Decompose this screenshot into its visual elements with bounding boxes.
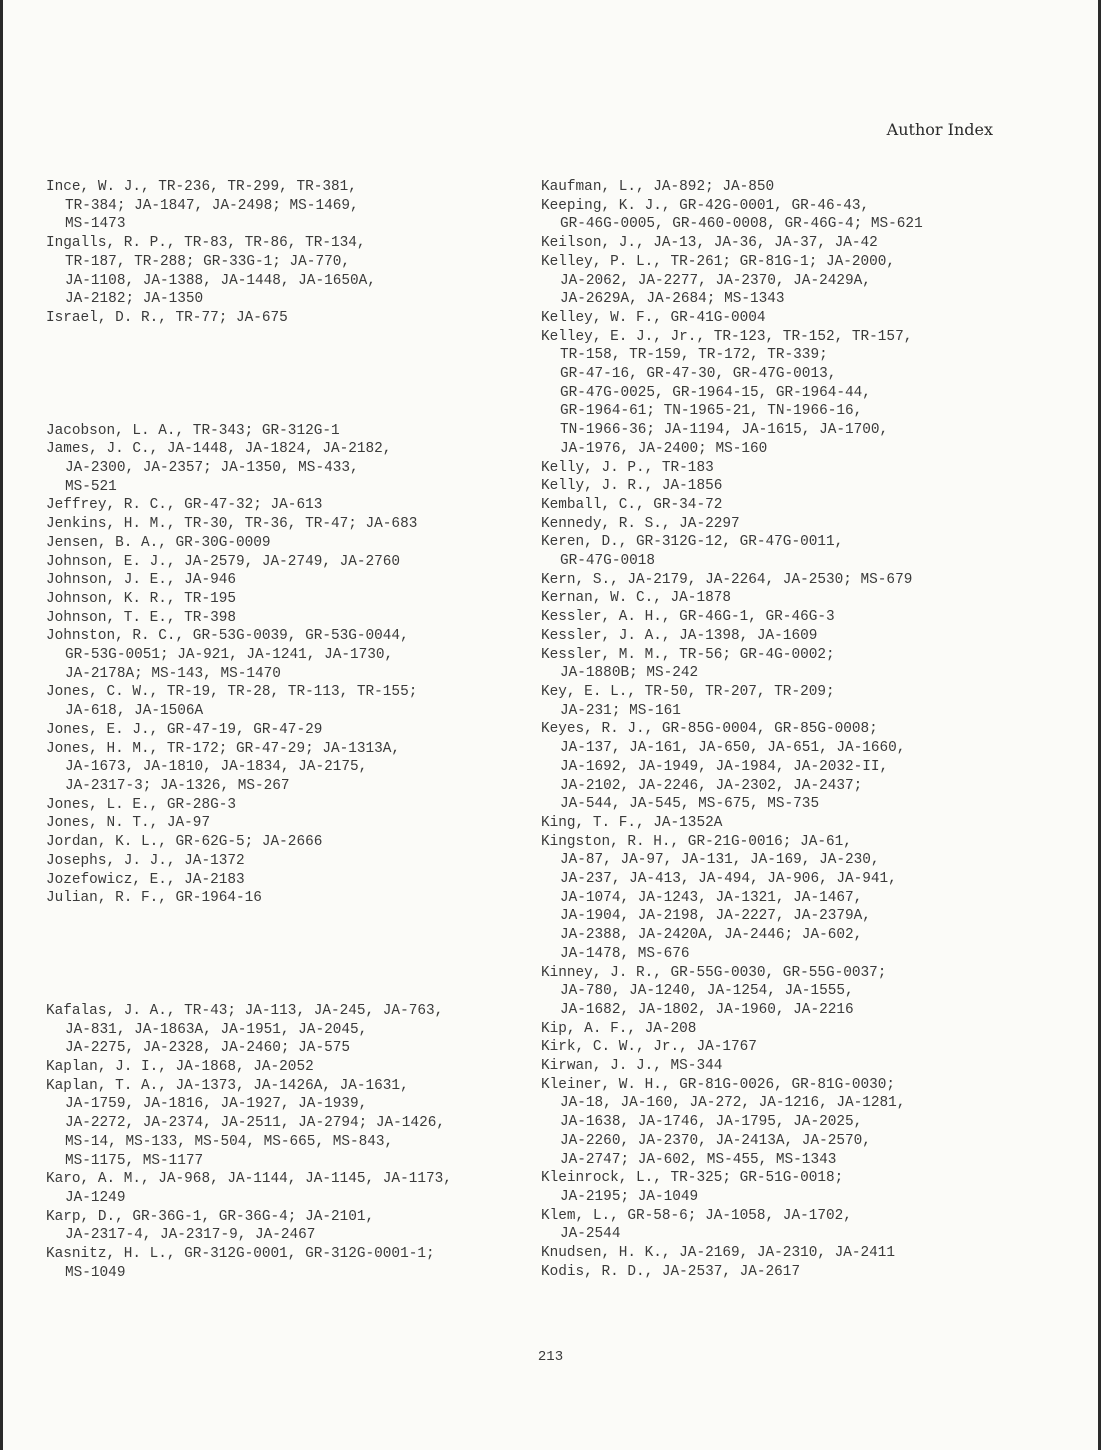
index-entry: Kessler, A. H., GR-46G-1, GR-46G-3 — [541, 609, 835, 626]
index-entry: Kelly, J. R., JA-1856 — [541, 478, 723, 495]
index-entry: Johnson, K. R., TR-195 — [46, 590, 236, 607]
index-entry: Johnson, T. E., TR-398 — [46, 609, 236, 626]
index-entry: Kaufman, L., JA-892; JA-850 — [541, 179, 775, 195]
index-entry: Karo, A. M., JA-968, JA-1144, JA-1145, JA-1173, JA-1249 — [46, 1171, 452, 1206]
index-entry: Jones, C. W., TR-19, TR-28, TR-113, TR-155; JA-618, JA-1506A — [46, 684, 418, 720]
index-entry: Kafalas, J. A., TR-43; JA-113, JA-245, JA-763, JA-831, JA-1863A, JA-1951, JA-2045, JA-2275, JA-2328, JA-2460; JA-575 — [46, 1002, 444, 1057]
index-entry: Kelley, W. F., GR-41G-0004 — [541, 309, 766, 326]
index-entry: Kennedy, R. S., JA-2297 — [541, 515, 740, 532]
index-entry: Jordan, K. L., GR-62G-5; JA-2666 — [46, 834, 323, 851]
index-entry: Jensen, B. A., GR-30G-0009 — [46, 534, 271, 551]
index-entry: Jones, L. E., GR-28G-3 — [46, 796, 236, 813]
letter-gap — [46, 908, 526, 1002]
running-head: Author Index — [886, 120, 993, 139]
index-entry: Israel, D. R., TR-77; JA-675 — [46, 309, 288, 326]
index-entry: Jones, H. M., TR-172; GR-47-29; JA-1313A, JA-1673, JA-1810, JA-1834, JA-2175, JA-2317-3; JA-1326, MS-267 — [46, 740, 401, 794]
index-entry: Kaplan, T. A., JA-1373, JA-1426A, JA-1631, JA-1759, JA-1816, JA-1927, JA-1939, JA-2272, JA-2374, JA-2511, JA-2794; JA-1426, MS-14, MS-133, MS-504, MS-665, MS-843, MS-1175, MS-1177 — [46, 1077, 445, 1169]
index-entry: Kip, A. F., JA-208 — [541, 1020, 697, 1037]
page-number: 213 — [537, 1349, 564, 1365]
index-entry: Karp, D., GR-36G-1, GR-36G-4; JA-2101, JA-2317-4, JA-2317-9, JA-2467 — [46, 1208, 375, 1244]
index-entry: Kinney, J. R., GR-55G-0030, GR-55G-0037; JA-780, JA-1240, JA-1254, JA-1555, JA-1682, JA-1802, JA-1960, JA-2216 — [541, 964, 887, 1018]
index-entry: Kemball, C., GR-34-72 — [541, 496, 723, 513]
index-entry: Kasnitz, H. L., GR-312G-0001, GR-312G-0001-1; MS-1049 — [46, 1246, 435, 1281]
index-entry: Jacobson, L. A., TR-343; GR-312G-1 — [46, 422, 340, 439]
index-entry: Keeping, K. J., GR-42G-0001, GR-46-43, GR-46G-0005, GR-460-0008, GR-46G-4; MS-621 — [541, 197, 923, 233]
index-entry: Jenkins, H. M., TR-30, TR-36, TR-47; JA-683 — [46, 516, 418, 533]
index-entry: Keilson, J., JA-13, JA-36, JA-37, JA-42 — [541, 235, 878, 252]
index-entry: Johnson, J. E., JA-946 — [46, 572, 236, 589]
index-entry: Keyes, R. J., GR-85G-0004, GR-85G-0008; JA-137, JA-161, JA-650, JA-651, JA-1660, JA-1692, JA-1949, JA-1984, JA-2032-II, JA-2102, JA-2246, JA-2302, JA-2437; JA-544, JA-545, MS-675, MS-735 — [541, 721, 906, 813]
index-entry: James, J. C., JA-1448, JA-1824, JA-2182, JA-2300, JA-2357; JA-1350, MS-433, MS-521 — [46, 441, 392, 495]
index-entry: Jozefowicz, E., JA-2183 — [46, 871, 245, 888]
index-entry: Jeffrey, R. C., GR-47-32; JA-613 — [46, 497, 323, 514]
index-entry: Josephs, J. J., JA-1372 — [46, 852, 245, 869]
index-entry: Jones, E. J., GR-47-19, GR-47-29 — [46, 721, 323, 738]
index-entry: Kern, S., JA-2179, JA-2264, JA-2530; MS-679 — [541, 571, 913, 588]
index-entry: King, T. F., JA-1352A — [541, 814, 723, 831]
index-entry: Keren, D., GR-312G-12, GR-47G-0011, GR-47G-0018 — [541, 534, 844, 570]
index-entry: Klem, L., GR-58-6; JA-1058, JA-1702, JA-2544 — [541, 1207, 852, 1243]
index-entry: Key, E. L., TR-50, TR-207, TR-209; JA-231; MS-161 — [541, 683, 835, 719]
index-entry: Kodis, R. D., JA-2537, JA-2617 — [541, 1263, 801, 1280]
index-entry: Kessler, J. A., JA-1398, JA-1609 — [541, 627, 818, 644]
index-entry: Ingalls, R. P., TR-83, TR-86, TR-134, TR-187, TR-288; GR-33G-1; JA-770, JA-1108, JA-1388, JA-1448, JA-1650A, JA-2182; JA-1350 — [46, 235, 376, 308]
letter-gap — [46, 328, 526, 422]
left-page-edge — [0, 0, 3, 1450]
index-entry: Kirwan, J. J., MS-344 — [541, 1058, 723, 1075]
index-entry: Kelley, E. J., Jr., TR-123, TR-152, TR-157, TR-158, TR-159, TR-172, TR-339; GR-47-16, GR-47-30, GR-47G-0013, GR-47G-0025, GR-1964-15, GR-1964-44, GR-1964-61; TN-1965-21, TN-1966-16, TN-1966-36; JA-1194, JA-1615, JA-1700, JA-1976, JA-2400; MS-160 — [541, 328, 913, 457]
index-entry: Ince, W. J., TR-236, TR-299, TR-381, TR-384; JA-1847, JA-2498; MS-1469, MS-1473 — [46, 179, 359, 233]
index-entry: Kirk, C. W., Jr., JA-1767 — [541, 1039, 757, 1056]
index-entry: Johnson, E. J., JA-2579, JA-2749, JA-2760 — [46, 553, 401, 570]
index-entry: Kleinrock, L., TR-325; GR-51G-0018; JA-2195; JA-1049 — [541, 1170, 844, 1205]
index-entry: Kernan, W. C., JA-1878 — [541, 590, 731, 607]
index-entry: Kelly, J. P., TR-183 — [541, 459, 714, 476]
index-entry: Jones, N. T., JA-97 — [46, 815, 211, 832]
index-column-left — [46, 178, 526, 1282]
index-entry: Julian, R. F., GR-1964-16 — [46, 890, 262, 907]
index-entry: Kingston, R. H., GR-21G-0016; JA-61, JA-87, JA-97, JA-131, JA-169, JA-230, JA-237, JA-413, JA-494, JA-906, JA-941, JA-1074, JA-1243, JA-1321, JA-1467, JA-1904, JA-2198, JA-2227, JA-2379A, JA-2388, JA-2420A, JA-2446; JA-602, JA-1478, MS-676 — [541, 833, 897, 962]
index-entry: Kleiner, W. H., GR-81G-0026, GR-81G-0030; JA-18, JA-160, JA-272, JA-1216, JA-1281, JA-1638, JA-1746, JA-1795, JA-2025, JA-2260, JA-2370, JA-2413A, JA-2570, JA-2747; JA-602, MS-455, MS-1343 — [541, 1076, 906, 1168]
index-entry: Knudsen, H. K., JA-2169, JA-2310, JA-2411 — [541, 1245, 896, 1262]
index-entry: Kessler, M. M., TR-56; GR-4G-0002; JA-1880B; MS-242 — [541, 646, 835, 682]
index-entry: Kaplan, J. I., JA-1868, JA-2052 — [46, 1059, 314, 1076]
index-entry: Johnston, R. C., GR-53G-0039, GR-53G-0044, GR-53G-0051; JA-921, JA-1241, JA-1730, JA-2178A; MS-143, MS-1470 — [46, 628, 409, 682]
index-entry: Kelley, P. L., TR-261; GR-81G-1; JA-2000, JA-2062, JA-2277, JA-2370, JA-2429A, JA-2629A, JA-2684; MS-1343 — [541, 253, 896, 308]
index-column-right — [541, 178, 1091, 1281]
